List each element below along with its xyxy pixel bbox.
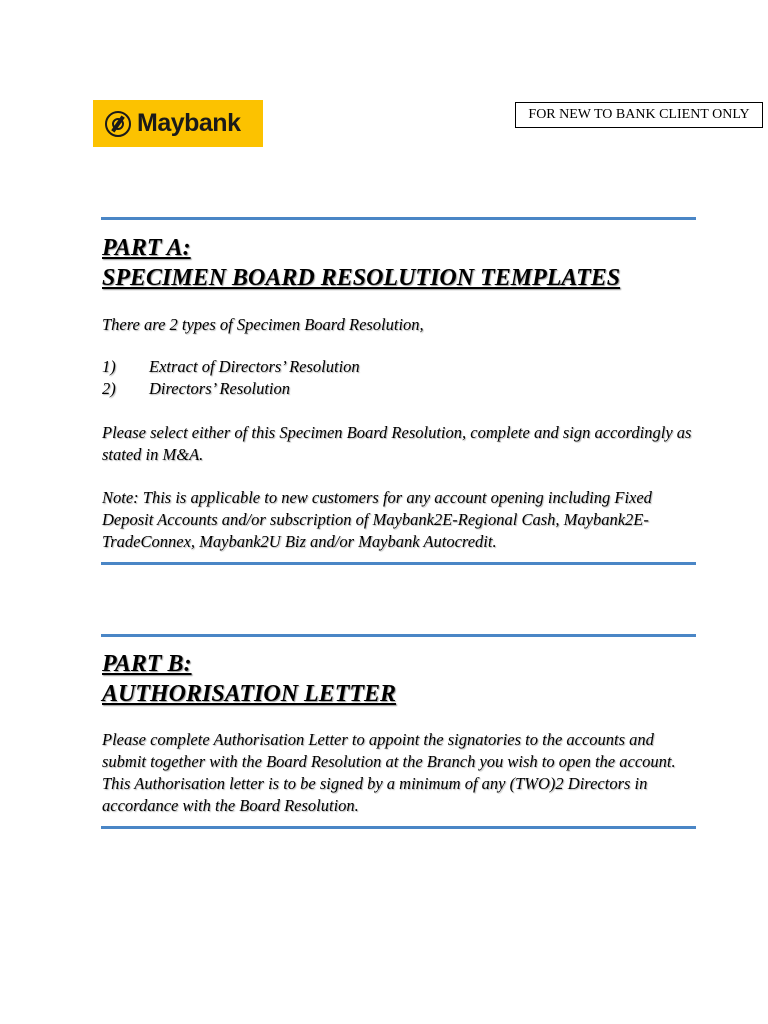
part-b-title: AUTHORISATION LETTER	[102, 681, 397, 707]
list-item	[102, 356, 360, 378]
divider-bottom-part-a	[101, 562, 696, 565]
logo-text: Maybank	[137, 109, 241, 137]
maybank-logo	[93, 100, 263, 147]
list-item-number: 2)	[102, 379, 116, 398]
divider-bottom-part-b	[101, 826, 696, 829]
list-item-number: 1)	[102, 357, 116, 376]
new-client-notice: FOR NEW TO BANK CLIENT ONLY	[515, 102, 763, 128]
part-a-instruction: Please select either of this Specimen Board Resolution, complete and sign accordingly as stated in M&A.	[102, 423, 692, 464]
part-a-note: Note: This is applicable to new customers for any account opening including Fixed Deposit Accounts and/or subscription of Maybank2E-Regional Cash, Maybank2E-TradeConnex, Maybank2U Biz and/or Maybank Autocredit.	[102, 488, 652, 551]
divider-top-part-b	[101, 634, 696, 637]
part-b-label: PART B:	[102, 651, 192, 677]
divider-top-part-a	[101, 217, 696, 220]
part-a-label: PART A:	[102, 235, 191, 261]
tiger-emblem-icon	[105, 111, 131, 137]
part-a-intro: There are 2 types of Specimen Board Resolution,	[102, 315, 424, 334]
list-item-text: Directors’ Resolution	[149, 379, 290, 398]
list-item	[102, 378, 290, 400]
list-item-text: Extract of Directors’ Resolution	[149, 357, 360, 376]
part-b-body: Please complete Authorisation Letter to appoint the signatories to the accounts and submit together with the Board Resolution at the Branch you wish to open the account. This Authorisation letter is to be signed by a minimum of any (TWO)2 Directors in accordance with the Board Resolution.	[102, 730, 676, 815]
part-a-title: SPECIMEN BOARD RESOLUTION TEMPLATES	[102, 265, 621, 291]
